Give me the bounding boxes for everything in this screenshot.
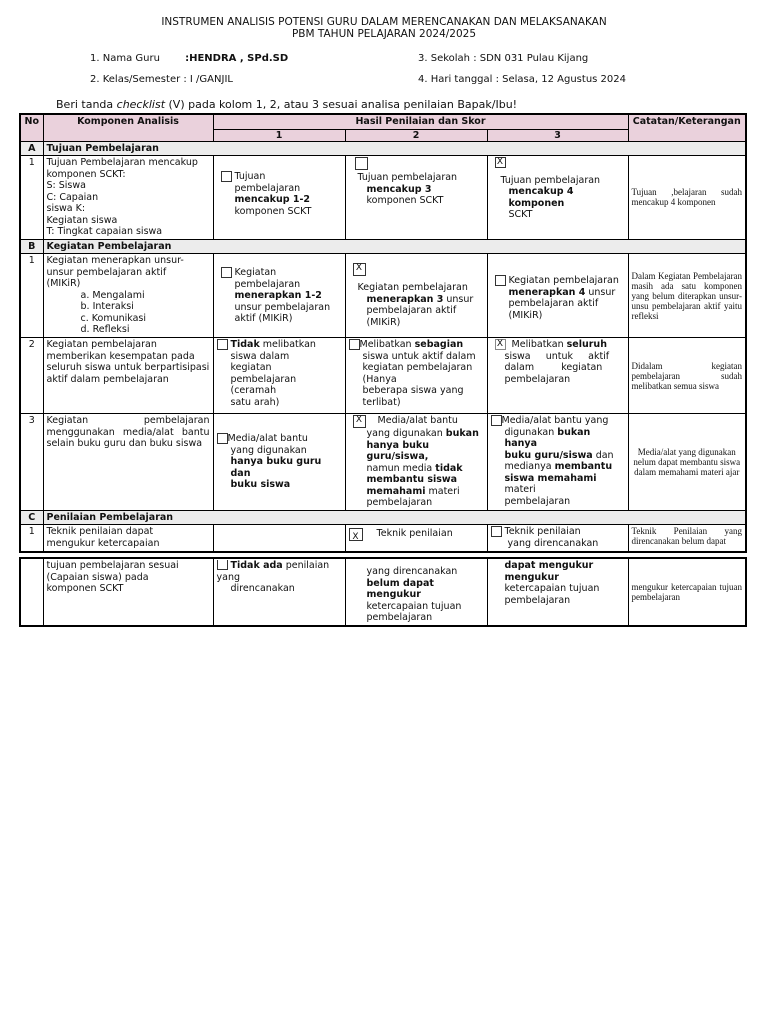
checkbox-score-2[interactable] [355, 157, 368, 170]
score-2-cell[interactable]: Melibatkan sebagian siswa untuk aktif dalam kegiatan pembelajaran (Hanya beberapa siswa yang terlibat) [345, 338, 487, 414]
score-1-cell[interactable]: Tidak ada penilaian yang direncanakan [213, 558, 345, 626]
checkbox-score-2[interactable]: X [353, 415, 366, 428]
row-no [20, 558, 43, 626]
checkbox-score-1[interactable] [217, 339, 228, 350]
row-no: 1 [20, 254, 43, 338]
table-row [20, 254, 746, 338]
table-row [20, 156, 746, 240]
komponen-cell: Kegiatan menerapkan unsur- unsur pembelajaran aktif (MIKiR) a. Mengalami b. Interaksi c. Komunikasi d. Refleksi [43, 254, 213, 338]
header-catatan: Catatan/Keterangan [628, 114, 746, 141]
score-2-cell[interactable]: yang direncanakan belum dapat mengukur ketercapaian tujuan pembelajaran [345, 558, 487, 626]
section-a-title: Tujuan Pembelajaran [43, 141, 746, 156]
row-no: 1 [20, 156, 43, 240]
table-row [20, 338, 746, 414]
date: 4. Hari tanggal : Selasa, 12 Agustus 2024 [418, 74, 626, 85]
instruction: Beri tanda checklist (V) pada kolom 1, 2, atau 3 sesuai analisa penilaian Bapak/Ibu! [56, 98, 518, 111]
school: 3. Sekolah : SDN 031 Pulau Kijang [418, 53, 589, 64]
catatan-cell: Tujuan ,belajaran sudah mencakup 4 komponen [628, 156, 746, 240]
komponen-cell: tujuan pembelajaran sesuai (Capaian siswa) pada komponen SCKT [43, 558, 213, 626]
score-1-cell[interactable]: Tujuan pembelajaran mencakup 1-2 komponen SCKT [213, 156, 345, 240]
header-komponen: Komponen Analisis [43, 114, 213, 141]
catatan-cell: Dalam Kegiatan Pembelajaran masih ada satu komponen yang belum diterapkan unsur-unsu pembelajaran aktif yaitu refleksi [628, 254, 746, 338]
catatan-cell: Didalam kegiatan pembelajaran sudah melibatkan semua siswa [628, 338, 746, 414]
row-no: 2 [20, 338, 43, 414]
catatan-cell: Teknik Penilaian yang direncanakan belum dapat [628, 525, 746, 552]
checkbox-score-3[interactable] [491, 415, 502, 426]
score-2-cell[interactable]: X Kegiatan pembelajaran menerapkan 3 unsur pembelajaran aktif (MIKiR) [345, 254, 487, 338]
teacher-name-value: :HENDRA , SPd.SD [185, 53, 289, 64]
checkbox-score-1[interactable] [217, 560, 228, 570]
komponen-cell: Kegiatan pembelajaran memberikan kesempatan pada seluruh siswa untuk berpartisipasi aktif dalam pembelajaran [43, 338, 213, 414]
score-3-cell[interactable]: Media/alat bantu yang digunakan bukan hanya buku guru/siswa dan medianya membantu siswa memahami materi pembelajaran [487, 414, 628, 511]
section-c-label: C [20, 510, 43, 525]
header-hasil: Hasil Penilaian dan Skor [213, 114, 628, 129]
score-3-cell[interactable]: dapat mengukur mengukur ketercapaian tujuan pembelajaran [487, 558, 628, 626]
table-row [20, 558, 746, 626]
document-title-line1: INSTRUMEN ANALISIS POTENSI GURU DALAM MERENCANAKAN DAN MELAKSANAKAN [161, 16, 607, 28]
checkbox-score-2[interactable]: X [353, 263, 366, 276]
section-b-label: B [20, 239, 43, 254]
score-2-cell[interactable]: X Media/alat bantu yang digunakan bukan hanya buku guru/siswa, namun media tidak membantu siswa memahami materi pembelajaran [345, 414, 487, 511]
section-b-title: Kegiatan Pembelajaran [43, 239, 746, 254]
checkbox-score-3[interactable] [491, 526, 502, 537]
checkbox-score-1[interactable] [217, 433, 228, 444]
analysis-table [19, 113, 747, 553]
table-row [20, 414, 746, 511]
komponen-cell: Teknik penilaian dapat mengukur ketercapaian [43, 525, 213, 552]
header-col3: 3 [487, 129, 628, 141]
analysis-table-continued [19, 557, 747, 627]
row-no: 1 [20, 525, 43, 552]
score-1-cell[interactable]: Tidak melibatkan siswa dalam kegiatan pembelajaran (ceramah satu arah) [213, 338, 345, 414]
teacher-name-row [90, 53, 288, 65]
checkbox-score-2[interactable]: X [349, 528, 363, 541]
checkbox-score-3[interactable]: X [495, 339, 506, 350]
catatan-cell: mengukur ketercapaian tujuan pembelajaran [628, 558, 746, 626]
score-2-cell[interactable]: Tujuan pembelajaran mencakup 3 komponen SCKT [345, 156, 487, 240]
checkbox-score-2[interactable] [349, 339, 360, 350]
score-3-cell[interactable]: Teknik penilaian yang direncanakan [487, 525, 628, 552]
score-1-cell[interactable]: Media/alat bantu yang digunakan hanya buku guru dan buku siswa [213, 414, 345, 511]
teacher-name-label: 1. Nama Guru [90, 53, 160, 64]
catatan-cell: Media/alat yang digunakan nelum dapat membantu siswa dalam memahami materi ajar [628, 414, 746, 511]
checkbox-score-3[interactable] [495, 275, 506, 286]
score-3-cell[interactable]: X Tujuan pembelajaran mencakup 4 komponen SCKT [487, 156, 628, 240]
document-title-line2: PBM TAHUN PELAJARAN 2024/2025 [291, 28, 477, 40]
score-1-cell[interactable]: Kegiatan pembelajaran menerapkan 1-2 unsur pembelajaran aktif (MIKiR) [213, 254, 345, 338]
class-semester: 2. Kelas/Semester : I /GANJIL [90, 74, 233, 85]
row-no: 3 [20, 414, 43, 511]
section-a-label: A [20, 141, 43, 156]
checkbox-score-1[interactable] [221, 171, 232, 182]
komponen-cell: Tujuan Pembelajaran mencakup komponen SCKT: S: Siswa C: Capaian siswa K: Kegiatan siswa T: Tingkat capaian siswa [43, 156, 213, 240]
header-col2: 2 [345, 129, 487, 141]
score-3-cell[interactable]: Kegiatan pembelajaran menerapkan 4 unsur pembelajaran aktif (MIKiR) [487, 254, 628, 338]
header-col1: 1 [213, 129, 345, 141]
checkbox-score-3[interactable]: X [495, 157, 506, 168]
komponen-cell: Kegiatan pembelajaran menggunakan media/alat bantu selain buku guru dan buku siswa [43, 414, 213, 511]
table-row [20, 525, 746, 552]
score-3-cell[interactable]: X Melibatkan seluruh siswa untuk aktif dalam kegiatan pembelajaran [487, 338, 628, 414]
score-1-cell[interactable] [213, 525, 345, 552]
checkbox-score-1[interactable] [221, 267, 232, 278]
header-no: No [20, 114, 43, 141]
section-c-title: Penilaian Pembelajaran [43, 510, 746, 525]
score-2-cell[interactable]: X Teknik penilaian [345, 525, 487, 552]
